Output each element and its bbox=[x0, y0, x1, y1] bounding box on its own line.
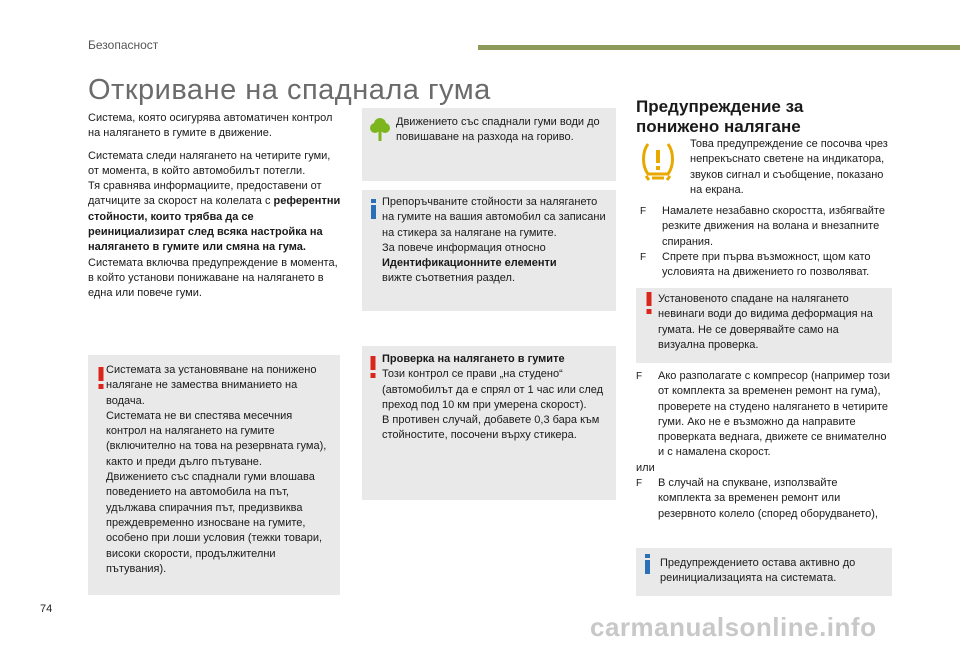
watermark: carmanualsonline.info bbox=[590, 612, 877, 642]
pressure-check-box bbox=[362, 346, 616, 500]
identification-link-text: Идентификационните елементи bbox=[382, 257, 557, 270]
warning-exclamation-icon bbox=[644, 292, 654, 314]
list-item-text: Ако разполагате с компресор (например този от комплекта за временен ремонт на гума), проверете на студено налягането в четирите гуми. Ако не е възможно да направите проверката веднага, движете се внимателно и с намалена скорост. bbox=[658, 370, 891, 459]
pressure-check-text bbox=[382, 352, 612, 444]
pressure-check-text-2: В противен случай, добавете 0,3 бара към стойностите, посочени върху стикера. bbox=[382, 414, 600, 442]
info-recommended-text bbox=[382, 195, 612, 287]
page-number: 74 bbox=[40, 603, 53, 615]
action-list bbox=[640, 204, 890, 280]
warning-exclamation-icon bbox=[96, 367, 106, 389]
reference-values-text: референтни стойности, които трябва да се реинициализират след всяка настройка на налягането в гумите или смяна на гума. bbox=[88, 195, 341, 254]
eco-tree-icon bbox=[370, 116, 390, 142]
tyre-pressure-warning-icon bbox=[640, 140, 676, 182]
info-text-3: вижте съответния раздел. bbox=[382, 272, 516, 285]
warning-exclamation-icon bbox=[368, 356, 378, 378]
comparison-paragraph bbox=[88, 179, 343, 255]
comparison-text: Тя сравнява информациите, предоставени от датчиците за скорост на колелата с bbox=[88, 180, 322, 208]
warning-line-3: Движението със спаднали гуми влошава поведението на автомобила на път, удължава спирачния път, предизвиква преждевременно износване на гумите, особено при лоши условия (тежки товари, високи скорости, продължителни пътувания). bbox=[106, 471, 323, 575]
pressure-check-title: Проверка на налягането в гумите bbox=[382, 353, 565, 365]
section-divider bbox=[478, 45, 960, 50]
page-title: Откриване на спаднала гума bbox=[88, 74, 491, 106]
pressure-check-text-1: Този контрол се прави „на студено“ (автомобилът да е спрял от 1 час или след преход под 10 км при умерена скорост). bbox=[382, 368, 604, 411]
info-icon bbox=[370, 199, 377, 219]
list-item-text: Спрете при първа възможност, щом като условията на движението го позволяват. bbox=[662, 250, 871, 279]
info-reset-text: Предупреждението остава активно до реинициализацията на системата. bbox=[660, 557, 856, 585]
info-text-1: Препоръчваните стойности за налягането на гумите на вашия автомобил са записани на стикера за налягане на гумите. bbox=[382, 196, 606, 239]
bullet-mark: F bbox=[636, 371, 643, 382]
section-subtitle: Предупреждение за понижено налягане bbox=[636, 97, 804, 136]
indicator-description: Това предупреждение се посочва чрез непрекъснато светене на индикатора, звуков сигнал и съобщение, показано на екрана. bbox=[690, 138, 888, 196]
info-text-2: За повече информация относно bbox=[382, 241, 546, 254]
bullet-mark: F bbox=[640, 251, 647, 263]
list-item bbox=[636, 476, 892, 522]
monitoring-paragraph: Системата следи налягането на четирите гуми, от момента, в който автомобилът потегли. bbox=[88, 149, 331, 177]
system-warning-text bbox=[106, 363, 334, 577]
section-title: Безопасност bbox=[88, 38, 159, 52]
deformation-warning-text: Установеното спадане на налягането невинаги води до видима деформация на гумата. Не се доверявайте само на визуална проверка. bbox=[658, 293, 873, 351]
list-item bbox=[636, 369, 892, 461]
eco-box bbox=[362, 108, 616, 181]
repair-list bbox=[636, 369, 892, 522]
system-warning-box bbox=[88, 355, 340, 595]
intro-paragraph: Система, която осигурява автоматичен контрол на налягането в гумите в движение. bbox=[88, 112, 333, 140]
eco-text: Движението със спаднали гуми води до повишаване на разхода на гориво. bbox=[396, 116, 600, 144]
info-reset-box bbox=[636, 548, 892, 596]
or-label: или bbox=[636, 461, 655, 474]
info-icon bbox=[644, 554, 651, 574]
info-recommended-box bbox=[362, 190, 616, 311]
bullet-mark: F bbox=[636, 478, 643, 490]
bullet-mark: F bbox=[640, 206, 647, 217]
list-item-text: Намалете незабавно скоростта, избягвайте резките движения на волана и внезапните спирания. bbox=[662, 205, 885, 248]
warning-trigger-paragraph: Системата включва предупреждение в момента, в който установи понижаване на налягането в една или повече гуми. bbox=[88, 256, 338, 300]
col1-text bbox=[88, 111, 343, 302]
warning-line-2: Системата не ви спестява месечния контрол на налягането на гумите (включително на това на резервната гума), както и преди дълго пътуване. bbox=[106, 409, 327, 468]
deformation-warning-box bbox=[636, 288, 892, 363]
list-item-text: В случай на спукване, използвайте комплекта за временен ремонт или резервното колело (според оборудването), bbox=[658, 477, 878, 520]
list-item bbox=[640, 250, 890, 281]
warning-line-1: Системата за установяване на понижено налягане не замества вниманието на водача. bbox=[106, 364, 317, 407]
list-item bbox=[640, 204, 890, 250]
